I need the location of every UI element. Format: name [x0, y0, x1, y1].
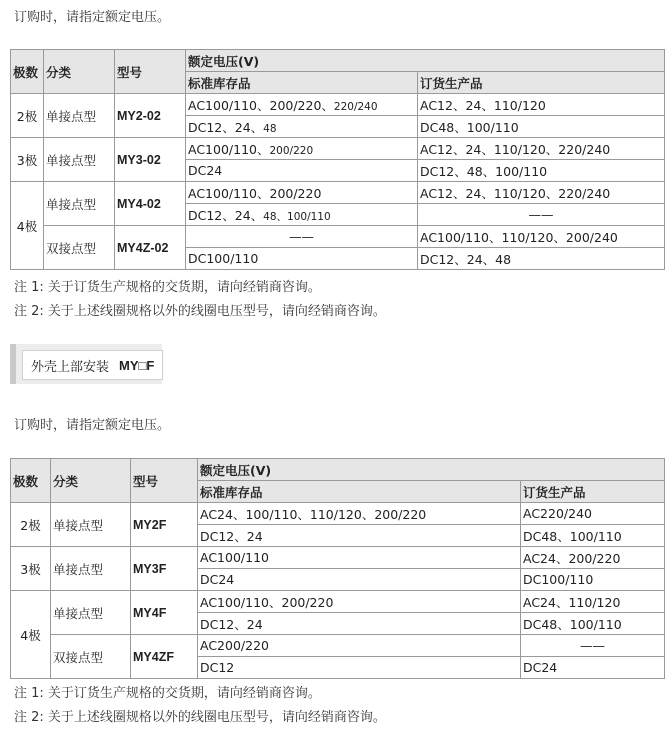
table-row [11, 547, 665, 569]
intro-text-2: 订购时，请指定额定电压。 [14, 418, 171, 433]
cell-poles: 4极 [11, 591, 51, 679]
table-row [11, 138, 665, 160]
header-class: 分类 [44, 50, 115, 94]
note-1: 注 1: 关于订货生产规格的交货期，请向经销商咨询。 [14, 280, 321, 295]
table-row [11, 226, 665, 248]
cell-standard-ac: AC100/110、200/220 [186, 182, 418, 204]
cell-order-dc: DC12、24、48 [418, 248, 665, 270]
cell-standard-dc: DC24 [198, 569, 521, 591]
cell-order-dc: DC100/110 [521, 569, 665, 591]
cell-order-ac: AC220/240 [521, 503, 665, 525]
cell-standard-ac: AC100/110 [198, 547, 521, 569]
cell-poles: 2极 [11, 94, 44, 138]
cell-class: 单接点型 [51, 503, 131, 547]
cell-model: MY3-02 [115, 138, 186, 182]
cell-standard-ac [186, 94, 418, 116]
cell-model: MY2-02 [115, 94, 186, 138]
cell-model: MY4-02 [115, 182, 186, 226]
header-made-to-order: 订货生产品 [418, 72, 665, 94]
cell-order-ac: AC12、24、110/120、220/240 [418, 182, 665, 204]
section-heading [10, 344, 162, 384]
spec-table-1 [10, 49, 665, 270]
cell-standard-ac: AC100/110、200/220 [198, 591, 521, 613]
note-4: 注 2: 关于上述线圈规格以外的线圈电压型号，请向经销商咨询。 [14, 710, 386, 725]
table-row [11, 591, 665, 613]
cell-standard-dc [186, 116, 418, 138]
cell-text: AC100/110、200/220、 [188, 97, 334, 113]
cell-model: MY2F [131, 503, 198, 547]
cell-class: 单接点型 [51, 591, 131, 635]
cell-poles: 3极 [11, 547, 51, 591]
header-class: 分类 [51, 459, 131, 503]
cell-text: AC100/110、 [188, 141, 270, 157]
section-heading-box [22, 350, 163, 380]
cell-order-ac: —— [521, 635, 665, 657]
cell-order-dc: —— [418, 204, 665, 226]
cell-class: 双接点型 [51, 635, 131, 679]
cell-text: DC12、24、 [188, 207, 264, 223]
cell-class: 单接点型 [44, 182, 115, 226]
cell-text-small: 48 [263, 122, 277, 135]
cell-standard-ac: —— [186, 226, 418, 248]
table-row [11, 503, 665, 525]
cell-order-ac: AC100/110、110/120、200/240 [418, 226, 665, 248]
header-rated-voltage: 额定电压(V) [186, 50, 665, 72]
cell-order-ac: AC12、24、110/120 [418, 94, 665, 116]
cell-standard-dc: DC100/110 [186, 248, 418, 270]
cell-model: MY3F [131, 547, 198, 591]
spec-table-2 [10, 458, 665, 679]
cell-standard-dc: DC12、24 [198, 525, 521, 547]
cell-order-dc: DC48、100/110 [418, 116, 665, 138]
cell-class: 单接点型 [51, 547, 131, 591]
table-row [11, 459, 665, 481]
table-row [11, 94, 665, 116]
cell-standard-dc: DC24 [186, 160, 418, 182]
table-row [11, 50, 665, 72]
header-rated-voltage: 额定电压(V) [198, 459, 665, 481]
cell-poles: 3极 [11, 138, 44, 182]
cell-class: 双接点型 [44, 226, 115, 270]
table-row [11, 182, 665, 204]
section-code: MY□F [119, 357, 155, 373]
note-3: 注 1: 关于订货生产规格的交货期，请向经销商咨询。 [14, 686, 321, 701]
cell-class: 单接点型 [44, 138, 115, 182]
cell-poles: 2极 [11, 503, 51, 547]
cell-order-dc: DC48、100/110 [521, 525, 665, 547]
cell-order-dc: DC24 [521, 657, 665, 679]
note-2: 注 2: 关于上述线圈规格以外的线圈电压型号，请向经销商咨询。 [14, 304, 386, 319]
header-model: 型号 [115, 50, 186, 94]
cell-text-small: 200/220 [269, 144, 314, 157]
cell-order-ac: AC24、200/220 [521, 547, 665, 569]
cell-standard-ac: AC24、100/110、110/120、200/220 [198, 503, 521, 525]
header-made-to-order: 订货生产品 [521, 481, 665, 503]
cell-standard-ac [186, 138, 418, 160]
cell-order-ac: AC24、110/120 [521, 591, 665, 613]
cell-model: MY4Z-02 [115, 226, 186, 270]
cell-standard-ac: AC200/220 [198, 635, 521, 657]
cell-model: MY4F [131, 591, 198, 635]
cell-standard-dc: DC12、24 [198, 613, 521, 635]
section-title: 外壳上部安装 [31, 359, 110, 375]
cell-order-dc: DC12、48、100/110 [418, 160, 665, 182]
cell-text-small: 48、100/110 [263, 210, 331, 223]
table-row [11, 635, 665, 657]
cell-text: DC12、24、 [188, 119, 264, 135]
header-model: 型号 [131, 459, 198, 503]
cell-standard-dc [186, 204, 418, 226]
intro-text-1: 订购时，请指定额定电压。 [14, 10, 171, 25]
cell-order-ac: AC12、24、110/120、220/240 [418, 138, 665, 160]
header-standard-stock: 标准库存品 [198, 481, 521, 503]
cell-model: MY4ZF [131, 635, 198, 679]
cell-standard-dc: DC12 [198, 657, 521, 679]
header-poles: 极数 [11, 459, 51, 503]
cell-class: 单接点型 [44, 94, 115, 138]
header-poles: 极数 [11, 50, 44, 94]
header-standard-stock: 标准库存品 [186, 72, 418, 94]
cell-poles: 4极 [11, 182, 44, 270]
cell-text-small: 220/240 [333, 100, 378, 113]
cell-order-dc: DC48、100/110 [521, 613, 665, 635]
